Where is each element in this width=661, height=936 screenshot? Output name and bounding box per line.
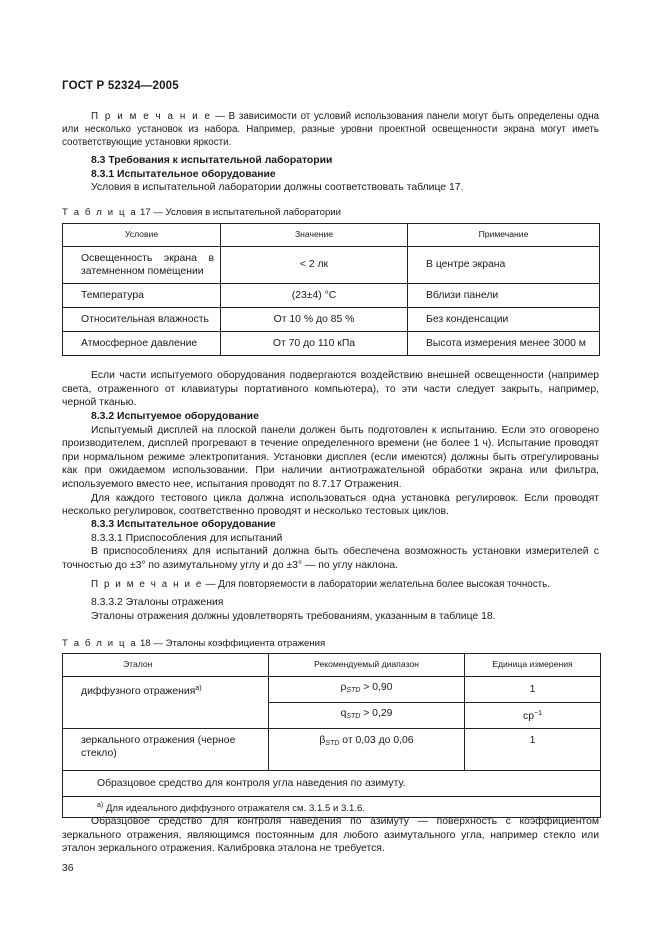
paragraph: Для каждого тестового цикла должна использоваться одна установка регулировок. Если проводят несколько регулировок, соответственно проводят и несколько тестовых циклов. — [62, 492, 599, 518]
intro-note — [62, 110, 599, 149]
table-header-cell: Единица измерения — [465, 654, 601, 677]
table-17 — [62, 223, 600, 356]
note-label: П р и м е ч а н и е — [91, 111, 212, 122]
page-number: 36 — [62, 863, 74, 874]
document-header: ГОСТ Р 52324—2005 — [62, 80, 179, 92]
table-row: Освещенность экрана в затемненном помещении < 2 лк В центре экрана — [63, 247, 600, 284]
paragraph: В приспособлениях для испытаний должна быть обеспечена возможность установки измерителей с точностью до ±3° по азимутальному углу и до ±3° — по углу наклона. — [62, 546, 599, 571]
paragraph: Испытуемый дисплей на плоской панели должен быть подготовлен к испытанию. Если это оговорено производителем, дисплей прогревают в течение определенного времени (не более 1 ч). Испытание проводят при нормальном режиме электропитания. Установки дисплея (если имеются) должны быть отрегулированы как при ожидаемом использовании. При наличии антиотражательной обработки экрана или фильтра, используемого вместо нее, испытания проводят по 8.7.17 Отражения. — [62, 424, 599, 490]
subsection-heading: 8.3.1 Испытательное оборудование — [91, 168, 276, 180]
section-8-3-2 — [62, 410, 599, 519]
table-row: Температура (23±4) °С Вблизи панели — [63, 284, 600, 308]
table-row: Образцовое средство для контроля угла наведения по азимуту. — [63, 771, 601, 797]
final-paragraph: Образцовое средство для контроля наведения по азимуту — поверхность с коэффициентом зеркального отражения, являющимся постоянным для любого азимутального угла, например стекло или эталон зеркального отражения. Калибровка эталона не требуется. — [62, 816, 599, 855]
table-header-cell: Рекомендуемый диапазон — [269, 654, 465, 677]
paragraph: Условия в испытательной лаборатории должны соответствовать таблице 17. — [91, 182, 464, 194]
paragraph-after-table-17: Если части испытуемого оборудования подвергаются воздействию внешней освещенности (например света, отраженного от клавиатуры портативного компьютера), то эти части следует закрыть, например, черной тканью. — [62, 370, 599, 409]
table-17-caption: Т а б л и ц а 17 — Условия в испытательной лаборатории — [62, 207, 342, 218]
subsection-heading: 8.3.3.2 Эталоны отражения — [91, 597, 224, 608]
note-8-3-3: П р и м е ч а н и е — Для повторяемости в лаборатории желательна более высокая точность. — [91, 579, 550, 590]
table-row: диффузного отражения$^{а)}$ $\rho_{STD} > 0,90$ 1 — [63, 677, 601, 703]
table-footnote-row: $^{а)}$ Для идеального диффузного отражателя см. 3.1.5 и 3.1.6. — [63, 797, 601, 818]
note-text: — В зависимости от условий использования панели могут быть определены одна или несколько установок из набора. Например, разные уровни проектной освещенности экрана могут иметь соответствующие установки яркости. — [62, 111, 599, 148]
section-heading: 8.3 Требования к испытательной лаборатории — [91, 155, 333, 166]
section-8-3-3-2 — [62, 596, 599, 623]
subsection-heading: 8.3.3.1 Приспособления для испытаний — [91, 532, 283, 544]
paragraph: Эталоны отражения должны удовлетворять требованиям, указанным в таблице 18. — [91, 610, 496, 622]
table-row: зеркального отражения (черное стекло) $\beta_{STD}$ от 0,03 до 0,06 1 — [63, 729, 601, 771]
section-8-3-3 — [62, 518, 599, 572]
table-header-cell: Примечание — [408, 224, 600, 247]
subsection-heading: 8.3.3 Испытательное оборудование — [91, 519, 276, 530]
table-row: Относительная влажность От 10 % до 85 % Без конденсации — [63, 308, 600, 332]
table-header-cell: Значение — [221, 224, 408, 247]
table-header-cell: Эталон — [63, 654, 269, 677]
table-18-caption: Т а б л и ц а 18 — Эталоны коэффициента отражения — [62, 638, 326, 649]
table-row: $q_{STD} > 0,29$ $ср^{-1}$ — [63, 703, 601, 729]
table-row: Атмосферное давление От 70 до 110 кПа Высота измерения менее 3000 м — [63, 332, 600, 356]
table-18 — [62, 653, 601, 818]
table-header-cell: Условие — [63, 224, 221, 247]
subsection-heading: 8.3.2 Испытуемое оборудование — [91, 411, 259, 422]
section-8-3 — [62, 154, 599, 195]
